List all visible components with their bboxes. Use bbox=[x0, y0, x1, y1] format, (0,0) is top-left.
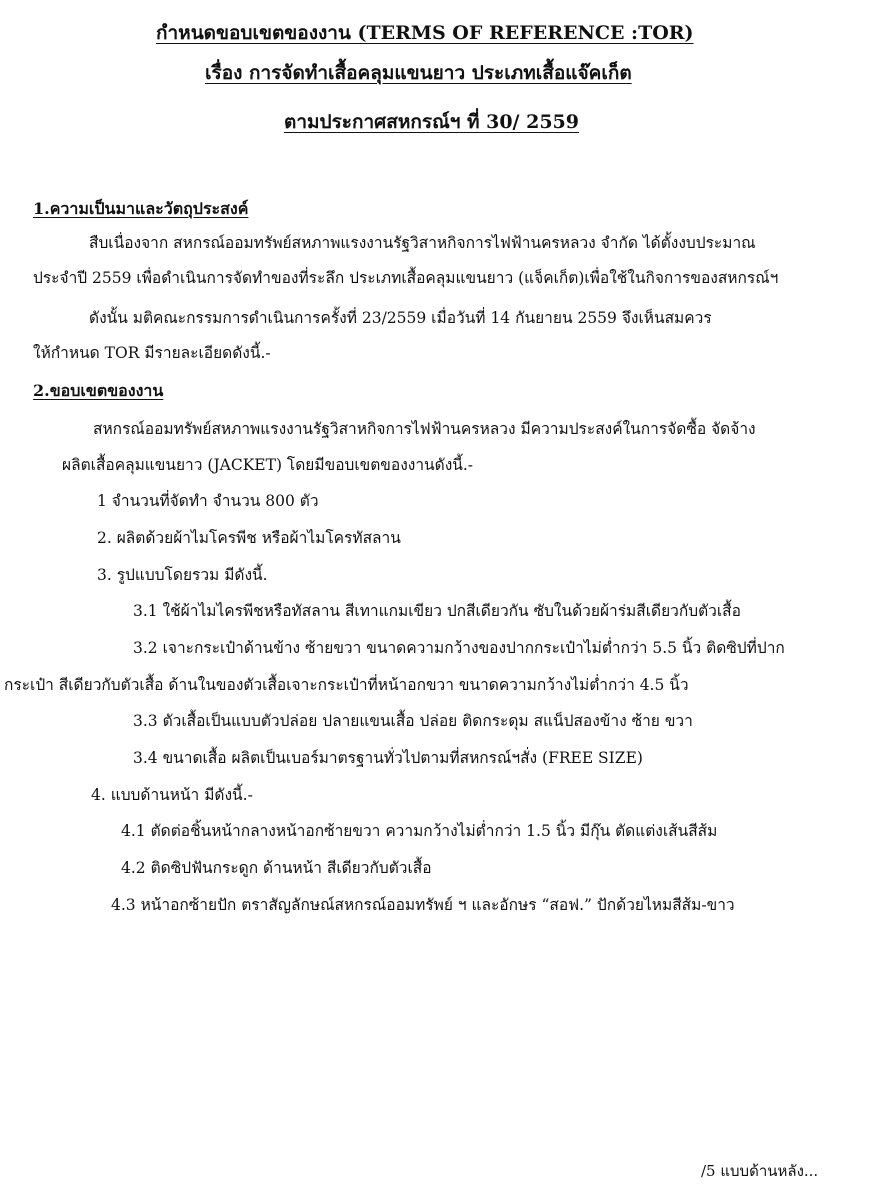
scope-item-4-3: 4.3 หน้าอกซ้ายปัก ตราสัญลักษณ์สหกรณ์ออมทรัพย์ ฯ และอักษร “สอฟ.” ปักด้วยไหมสีส้ม-ขาว bbox=[111, 896, 735, 914]
scope-item-4: 4. แบบด้านหน้า มีดังนี้.- bbox=[91, 786, 253, 804]
page-continuation-note: /5 แบบด้านหลัง... bbox=[701, 1162, 819, 1180]
section-2-intro-line-1: สหกรณ์ออมทรัพย์สหภาพแรงงานรัฐวิสาหกิจการไฟฟ้านครหลวง มีความประสงค์ในการจัดซื้อ จัดจ้าง bbox=[93, 420, 756, 438]
document-subject: เรื่อง การจัดทำเสื้อคลุมแขนยาว ประเภทเสื้อแจ๊คเก็ต bbox=[205, 62, 632, 84]
scope-item-3-4: 3.4 ขนาดเสื้อ ผลิตเป็นเบอร์มาตรฐานทั่วไปตามที่สหกรณ์ฯสั่ง (FREE SIZE) bbox=[133, 749, 643, 767]
scope-item-4-2: 4.2 ติดซิปฟันกระดูก ด้านหน้า สีเดียวกับตัวเสื้อ bbox=[121, 859, 432, 877]
scope-item-1: 1 จำนวนที่จัดทำ จำนวน 800 ตัว bbox=[97, 492, 319, 510]
section-1-heading: 1.ความเป็นมาและวัตถุประสงค์ bbox=[33, 199, 249, 218]
section-1-paragraph-2-line-1: ดังนั้น มติคณะกรรมการดำเนินการครั้งที่ 23/2559 เมื่อวันที่ 14 กันยายน 2559 จึงเห็นสมควร bbox=[89, 309, 712, 327]
section-1-paragraph-2-line-2: ให้กำหนด TOR มีรายละเอียดดังนี้.- bbox=[33, 344, 271, 362]
section-2-heading: 2.ขอบเขตของงาน bbox=[33, 381, 164, 400]
section-1-paragraph-1-line-1: สืบเนื่องจาก สหกรณ์ออมทรัพย์สหภาพแรงงานรัฐวิสาหกิจการไฟฟ้านครหลวง จำกัด ได้ตั้งงบประมาณ bbox=[89, 234, 756, 252]
scope-item-3-3: 3.3 ตัวเสื้อเป็นแบบตัวปล่อย ปลายแขนเสื้อ ปล่อย ติดกระดุม สแน็ปสองข้าง ซ้าย ขวา bbox=[133, 712, 693, 730]
section-2-intro-line-2: ผลิตเสื้อคลุมแขนยาว (JACKET) โดยมีขอบเขตของงานดังนี้.- bbox=[62, 456, 474, 474]
scope-item-3-2-line-2: กระเป๋า สีเดียวกับตัวเสื้อ ด้านในของตัวเสื้อเจาะกระเป๋าที่หน้าอกขวา ขนาดความกว้างไม่ต่ำกว่า 4.5 นิ้ว bbox=[4, 676, 689, 694]
scope-item-3-1: 3.1 ใช้ผ้าไมไครพีชหรือทัสลาน สีเทาแกมเขียว ปกสีเดียวกัน ซับในด้วยผ้าร่มสีเดียวกับตัวเสื้อ bbox=[133, 602, 741, 620]
document-title: กำหนดขอบเขตของงาน (TERMS OF REFERENCE :TOR) bbox=[156, 22, 694, 44]
section-1-paragraph-1-line-2: ประจำปี 2559 เพื่อดำเนินการจัดทำของที่ระลึก ประเภทเสื้อคลุมแขนยาว (แจ็คเก็ต)เพื่อใช้ในกิจการของสหกรณ์ฯ bbox=[33, 269, 779, 287]
scope-item-3: 3. รูปแบบโดยรวม มีดังนี้. bbox=[97, 566, 268, 584]
scope-item-4-1: 4.1 ตัดต่อชิ้นหน้ากลางหน้าอกซ้ายขวา ความกว้างไม่ต่ำกว่า 1.5 นิ้ว มีกุ๊น ตัดแต่งเส้นสีส้ม bbox=[121, 822, 718, 840]
scope-item-3-2-line-1: 3.2 เจาะกระเป๋าด้านข้าง ซ้ายขวา ขนาดความกว้างของปากกระเป๋าไม่ต่ำกว่า 5.5 นิ้ว ติดซิปที่ปาก bbox=[133, 639, 785, 657]
scope-item-2: 2. ผลิตด้วยผ้าไมโครพีช หรือผ้าไมโครทัสลาน bbox=[97, 529, 401, 547]
announcement-reference: ตามประกาศสหกรณ์ฯ ที่ 30/ 2559 bbox=[284, 111, 579, 133]
